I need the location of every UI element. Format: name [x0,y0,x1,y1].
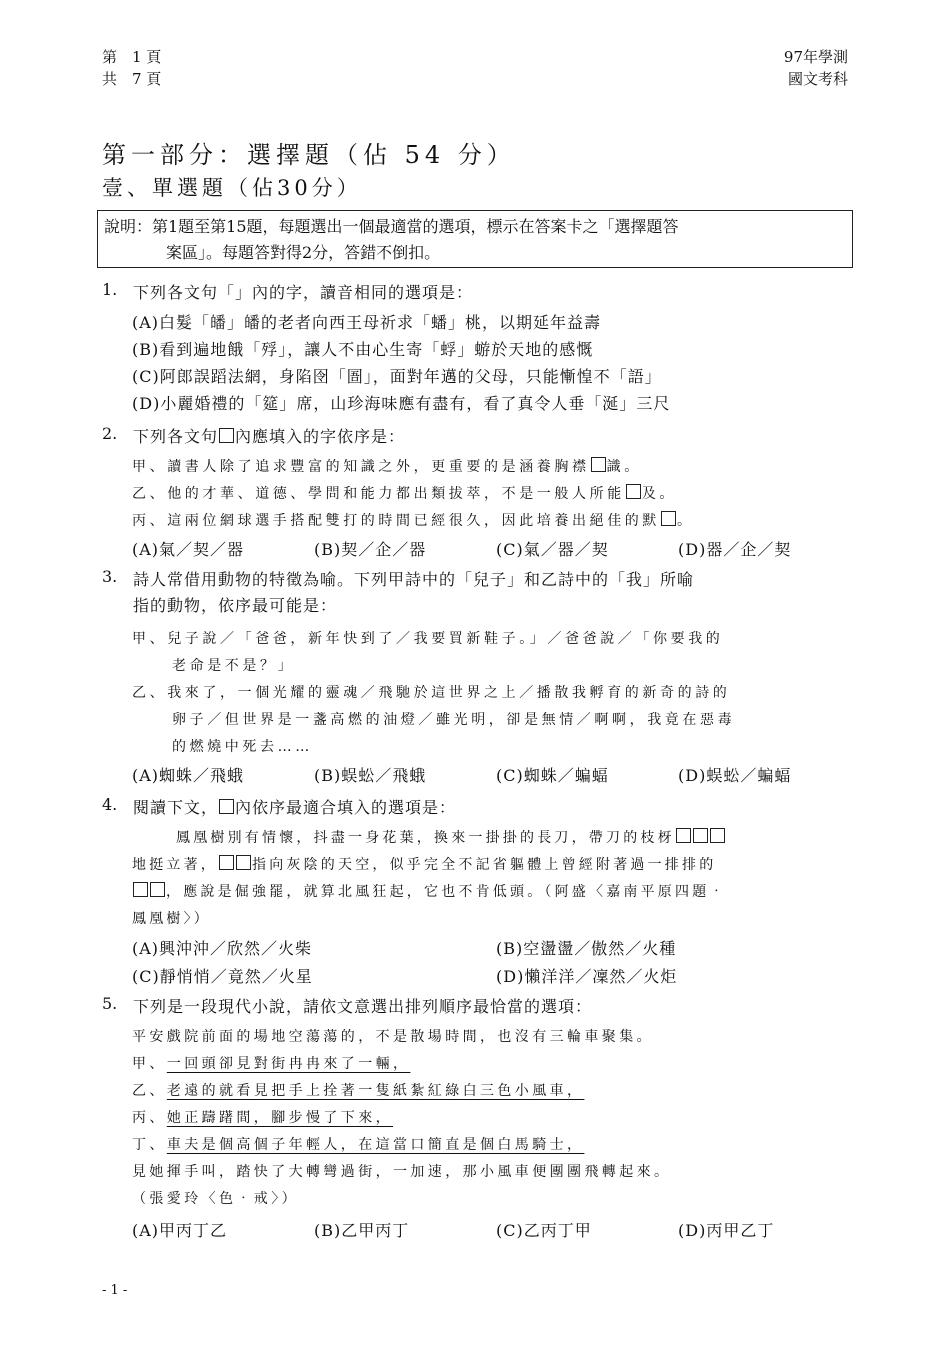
page-total: 共 7 頁 [102,70,162,88]
q2-sentence-jia: 甲、讀書人除了追求豐富的知識之外，更重要的是涵養胸襟 識。 [132,459,642,475]
question-number: 3. [102,567,118,586]
question-stem: 詩人常借用動物的特徵為喻。下列甲詩中的「兒子」和乙詩中的「我」所喻 指的動物，依序最可能是： [133,570,695,615]
q3-poem-yi: 乙、我來了，一個光耀的靈魂／飛馳於這世界之上／播散我孵育的新奇的詩的 卵子／但世界是一盞高燃的油燈／雖光明，卻是無情／啊啊，我竟在惡毒 的燃燒中死去…… [132,685,736,755]
question-stem: 下列各文句 內應填入的字依序是： [133,427,406,446]
q4-option-b: (B)空盪盪／傲然／火種 [496,939,677,958]
q2-option-c: (C)氣／器／契 [496,540,609,559]
instructions-box [97,210,853,268]
subject-name: 國文考科 [787,70,848,88]
q2-sentence-yi: 乙、他的才華、道德、學問和能力都出類拔萃，不是一般人所能 及。 [132,486,678,502]
instructions-line-1: 說明：第1題至第15題，每題選出一個最適當的選項，標示在答案卡之「選擇題答 [104,217,679,236]
blank-box [219,799,234,814]
page-number: 第 1 頁 [102,48,162,66]
q4-option-a: (A)興沖沖／欣然／火柴 [132,939,313,958]
question-number: 1. [102,280,118,299]
instructions-line-2: 案區」。每題答對得2分，答錯不倒扣。 [166,243,441,262]
page-header-right [784,46,848,90]
q1-option-d: (D)小麗婚禮的「筵」席，山珍海味應有盡有，看了真令人垂「涎」三尺 [132,394,671,413]
q2-sentence-bing: 丙、這兩位網球選手搭配雙打的時間已經很久，因此培養出絕佳的默 。 [132,513,695,529]
blank-box [661,511,676,526]
q2-option-b: (B)契／企／器 [314,540,427,559]
question-stem: 下列各文句「」內的字，讀音相同的選項是： [133,283,474,302]
q1-option-c: (C)阿郎誤蹈法網，身陷囹「圄」，面對年邁的父母，只能慚惶不「語」 [132,367,662,386]
q2-option-d: (D)器／企／契 [678,540,792,559]
q3-option-c: (C)蜘蛛／蝙蝠 [496,766,609,785]
q5-option-d: (D)丙甲乙丁 [678,1221,775,1240]
exam-name: 97年學測 [783,48,848,66]
page-header-left [102,46,161,90]
q3-option-a: (A)蜘蛛／飛蛾 [132,766,245,785]
question-number: 5. [102,994,118,1013]
q1-option-a: (A)白髮「皤」皤的老者向西王母祈求「蟠」桃，以期延年益壽 [132,313,602,332]
q5-option-c: (C)乙丙丁甲 [496,1221,592,1240]
question-stem: 下列是一段現代小說，請依文意選出排列順序最恰當的選項： [133,997,593,1016]
question-number: 2. [102,424,118,443]
q5-passage: 平安戲院前面的場地空蕩蕩的，不是散場時間，也沒有三輪車聚集。 甲、一回頭卻見對街冉冉來了一輛， 乙、老遠的就看見把手上拴著一隻紙紮紅綠白三色小風車， 丙、她正躊躇間，腳步慢了下來， 丁、車夫是個高個子年輕人，在這當口簡直是個白馬騎士， 見她揮手叫，踏快了大轉彎過街，一加速，那小風車便團團飛轉起來。 （張愛玲〈色‧戒〉） [132,1029,672,1207]
question-number: 4. [102,795,118,814]
q4-option-d: (D)懶洋洋／凜然／火炬 [496,967,678,986]
blank-box [626,484,641,499]
q5-option-a: (A)甲丙丁乙 [132,1221,228,1240]
question-stem: 閱讀下文， 內依序最適合填入的選項是： [133,798,457,817]
blank-box [219,428,234,443]
q2-option-a: (A)氣／契／器 [132,540,245,559]
part-title: 第一部分：選擇題（佔 54 分） [102,141,516,169]
page-footer: - 1 - [102,1283,128,1298]
q3-option-b: (B)蜈蚣／飛蛾 [314,766,427,785]
blank-box [591,457,606,472]
q4-passage: 鳳凰樹別有情懷，抖盡一身花葉，換來一掛掛的長刀，帶刀的枝枒 地挺立著， 指向灰陰的天空，似乎完全不記省軀體上曾經附著過一排排的 ，應說是倔強罷，就算北風狂起，它也不肯低頭。（阿盛〈嘉南平原四題‧ 鳳凰樹〉） [132,830,727,927]
section-title: 壹、單選題（佔30分） [102,176,362,200]
q5-option-b: (B)乙甲丙丁 [314,1221,410,1240]
q1-option-b: (B)看到遍地餓「殍」，讓人不由心生寄「蜉」蝣於天地的感慨 [132,340,594,359]
q4-option-c: (C)靜悄悄／竟然／火星 [132,967,313,986]
q3-option-d: (D)蜈蚣／蝙蝠 [678,766,792,785]
q3-poem-jia: 甲、兒子說／「爸爸，新年快到了／我要買新鞋子。」／爸爸說／「你要我的 老命是不是？」 [132,631,724,674]
